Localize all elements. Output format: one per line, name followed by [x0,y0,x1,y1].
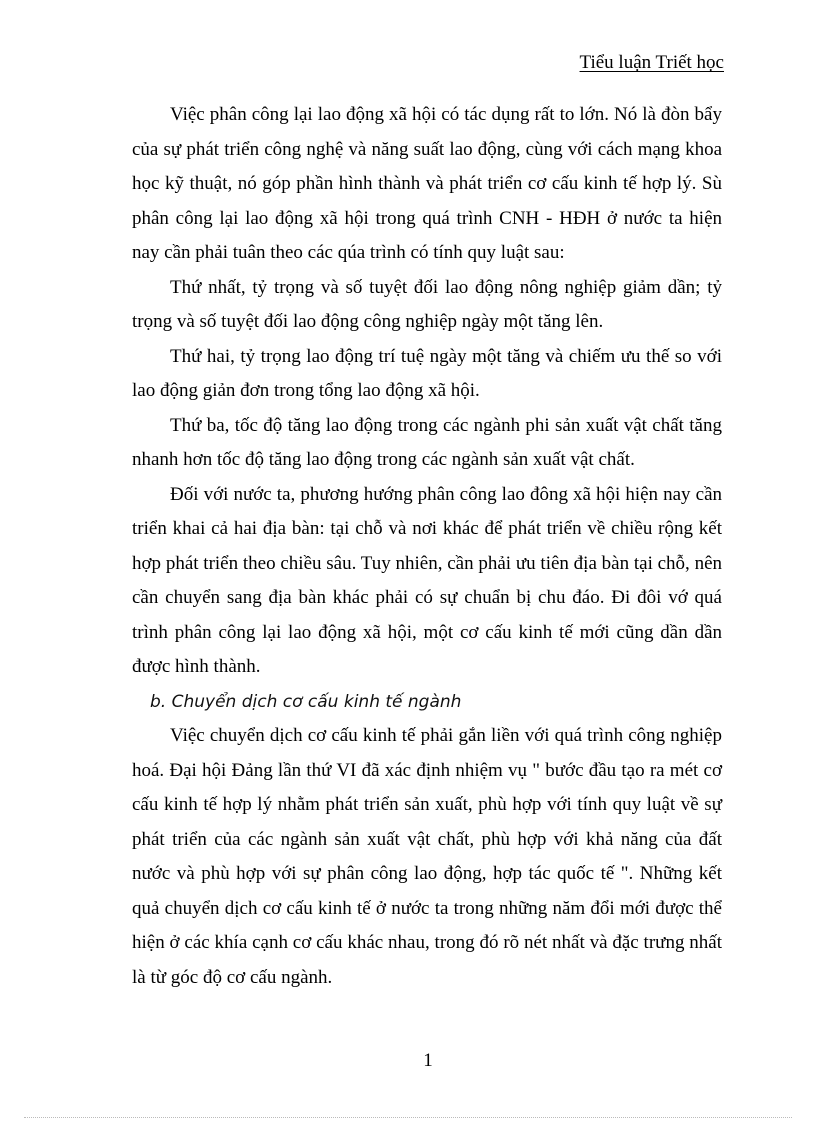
paragraph: Việc phân công lại lao động xã hội có tác dụng rất to lớn. Nó là đòn bẩy của sự phát triển công nghệ và năng suất lao động, cùng với cách mạng khoa học kỹ thuật, nó góp phần hình thành và phát triển cơ cấu kinh tế hợp lý. Sù phân công lại lao động xã hội trong quá trình CNH - HĐH ở nước ta hiện nay cần phải tuân theo các qúa trình có tính quy luật sau: [132,104,722,263]
document-body [132,98,722,995]
footer-divider [24,1117,792,1118]
section-heading: b. Chuyển dịch cơ cấu kinh tế ngành [150,691,462,712]
paragraph: Thứ nhất, tỷ trọng và số tuyệt đối lao động nông nghiệp giảm dần; tỷ trọng và số tuyệt đối lao động công nghiệp ngày một tăng lên. [132,276,722,332]
page-header-title: Tiểu luận Triết học [579,52,724,73]
paragraph: Thứ hai, tỷ trọng lao động trí tuệ ngày một tăng và chiếm ưu thế so với lao động giản đơn trong tổng lao động xã hội. [132,345,722,401]
paragraph: Việc chuyển dịch cơ cấu kinh tế phải gắn liền với quá trình công nghiệp hoá. Đại hội Đảng lần thứ VI đã xác định nhiệm vụ " bước đầu tạo ra mét cơ cấu kinh tế hợp lý nhằm phát triển sản xuất, phù hợp với tính quy luật về sự phát triển của các ngành sản xuất vật chất, phù hợp với khả năng của đất nước và phù hợp với sự phân công lao động, hợp tác quốc tế ". Những kết quả chuyển dịch cơ cấu kinh tế ở nước ta trong những năm đổi mới được thể hiện ở các khía cạnh cơ cấu khác nhau, trong đó rõ nét nhất và đặc trưng nhất là từ góc độ cơ cấu ngành. [132,725,722,988]
paragraph: Thứ ba, tốc độ tăng lao động trong các ngành phi sản xuất vật chất tăng nhanh hơn tốc độ tăng lao động trong các ngành sản xuất vật chất. [132,414,722,470]
paragraph: Đối với nước ta, phương hướng phân công lao đông xã hội hiện nay cần triển khai cả hai địa bàn: tại chỗ và nơi khác để phát triển về chiều rộng kết hợp phát triển theo chiều sâu. Tuy nhiên, cần phải ưu tiên địa bàn tại chỗ, nên cần chuyển sang địa bàn khác phải có sự chuẩn bị chu đáo. Đi đôi vớ quá trình phân công lại lao động xã hội, một cơ cấu kinh tế mới cũng dần dần được hình thành. [132,483,722,677]
page-number: 1 [423,1050,433,1071]
